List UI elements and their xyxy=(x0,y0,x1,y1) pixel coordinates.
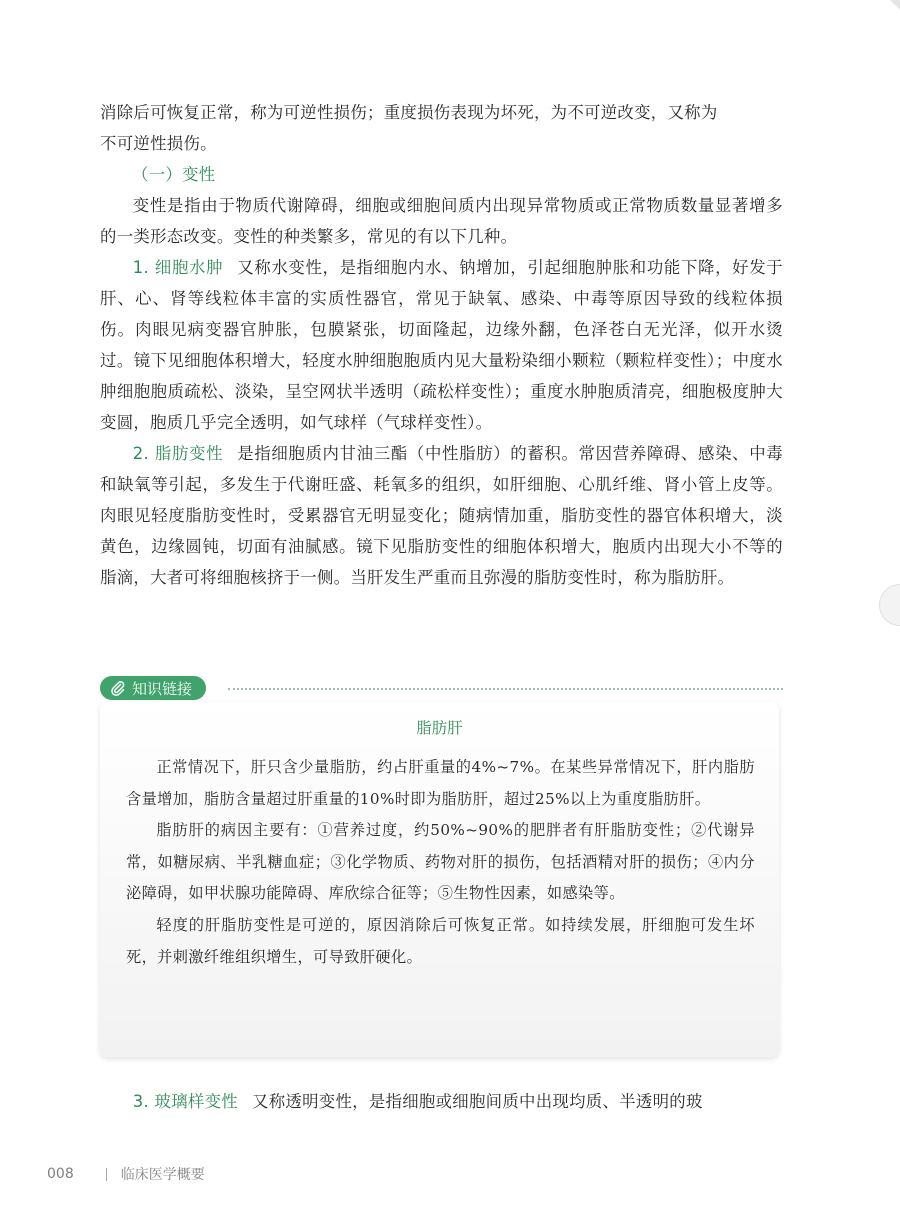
item-text: 又称水变性，是指细胞内水、钠增加，引起细胞肿胀和功能下降，好发于肝、心、肾等线粒体丰富的实质性器官，常见于缺氧、感染、中毒等原因导致的线粒体损伤。肉眼见病变器官肿胀，包膜紧张，切面隆起，边缘外翻，色泽苍白无光泽，似开水烫过。镜下见细胞体积增大，轻度水肿细胞胞质内见大量粉染细小颗粒（颗粒样变性）；中度水肿细胞胞质疏松、淡染，呈空网状半透明（疏松样变性）；重度水肿胞质清亮，细胞极度肿大变圆，胞质几乎完全透明，如气球样（气球样变性）。 xyxy=(100,258,783,432)
knowledge-link-header xyxy=(100,676,783,702)
item-term: 3. 玻璃样变性 xyxy=(132,1092,238,1111)
knowledge-paragraph: 正常情况下，肝只含少量脂肪，约占肝重量的4%~7%。在某些异常情况下，肝内脂肪含量增加，脂肪含量超过肝重量的10%时即为脂肪肝，超过25%以上为重度脂肪肝。 xyxy=(126,758,755,808)
knowledge-box-body xyxy=(126,752,755,973)
upper-text-block xyxy=(100,97,783,593)
paperclip-icon xyxy=(110,680,126,696)
page-edge-tab xyxy=(879,584,900,626)
item-term: 2. 脂肪变性 xyxy=(132,444,224,463)
knowledge-paragraph: 轻度的肝脂肪变性是可逆的，原因消除后可恢复正常。如持续发展，肝细胞可发生坏死，并刺激纤维组织增生，可导致肝硬化。 xyxy=(126,915,755,966)
item-term: 1. 细胞水肿 xyxy=(132,258,224,277)
knowledge-link-tag xyxy=(100,676,206,700)
page-footer xyxy=(47,1164,205,1184)
item-cell-edema xyxy=(100,252,783,438)
knowledge-link-box xyxy=(100,702,779,1057)
item-fatty-change xyxy=(100,438,783,593)
knowledge-box-title: 脂肪肝 xyxy=(416,719,463,737)
continued-paragraph-line2: 不可逆性损伤。 xyxy=(100,134,217,153)
knowledge-link-label: 知识链接 xyxy=(132,679,193,698)
book-title: 临床医学概要 xyxy=(120,1167,205,1183)
continued-paragraph-line1: 消除后可恢复正常，称为可逆性损伤；重度损伤表现为坏死，为不可逆改变，又称为 xyxy=(100,103,718,122)
lower-text-block xyxy=(100,1086,783,1117)
dotted-divider xyxy=(228,688,783,690)
footer-separator xyxy=(106,1168,107,1181)
corner-fold-mark xyxy=(890,0,900,10)
item-hyaline-change xyxy=(100,1086,783,1117)
section-heading: （一）变性 xyxy=(132,165,216,184)
page-number: 008 xyxy=(47,1166,74,1182)
item-text: 又称透明变性，是指细胞或细胞间质中出现均质、半透明的玻 xyxy=(252,1092,703,1111)
section-intro: 变性是指由于物质代谢障碍，细胞或细胞间质内出现异常物质或正常物质数量显著增多的一类形态改变。变性的种类繁多，常见的有以下几种。 xyxy=(100,196,783,246)
knowledge-paragraph: 脂肪肝的病因主要有：①营养过度，约50%~90%的肥胖者有肝脂肪变性；②代谢异常，如糖尿病、半乳糖血症；③化学物质、药物对肝的损伤，包括酒精对肝的损伤；④内分泌障碍，如甲状腺功能障碍、库欣综合征等；⑤生物性因素，如感染等。 xyxy=(126,821,755,903)
item-text: 是指细胞质内甘油三酯（中性脂肪）的蓄积。常因营养障碍、感染、中毒和缺氧等引起，多发生于代谢旺盛、耗氧多的组织，如肝细胞、心肌纤维、肾小管上皮等。肉眼见轻度脂肪变性时，受累器官无明显变化；随病情加重，脂肪变性的器官体积增大，淡黄色，边缘圆钝，切面有油腻感。镜下见脂肪变性的细胞体积增大，胞质内出现大小不等的脂滴，大者可将细胞核挤于一侧。当肝发生严重而且弥漫的脂肪变性时，称为脂肪肝。 xyxy=(100,444,783,587)
